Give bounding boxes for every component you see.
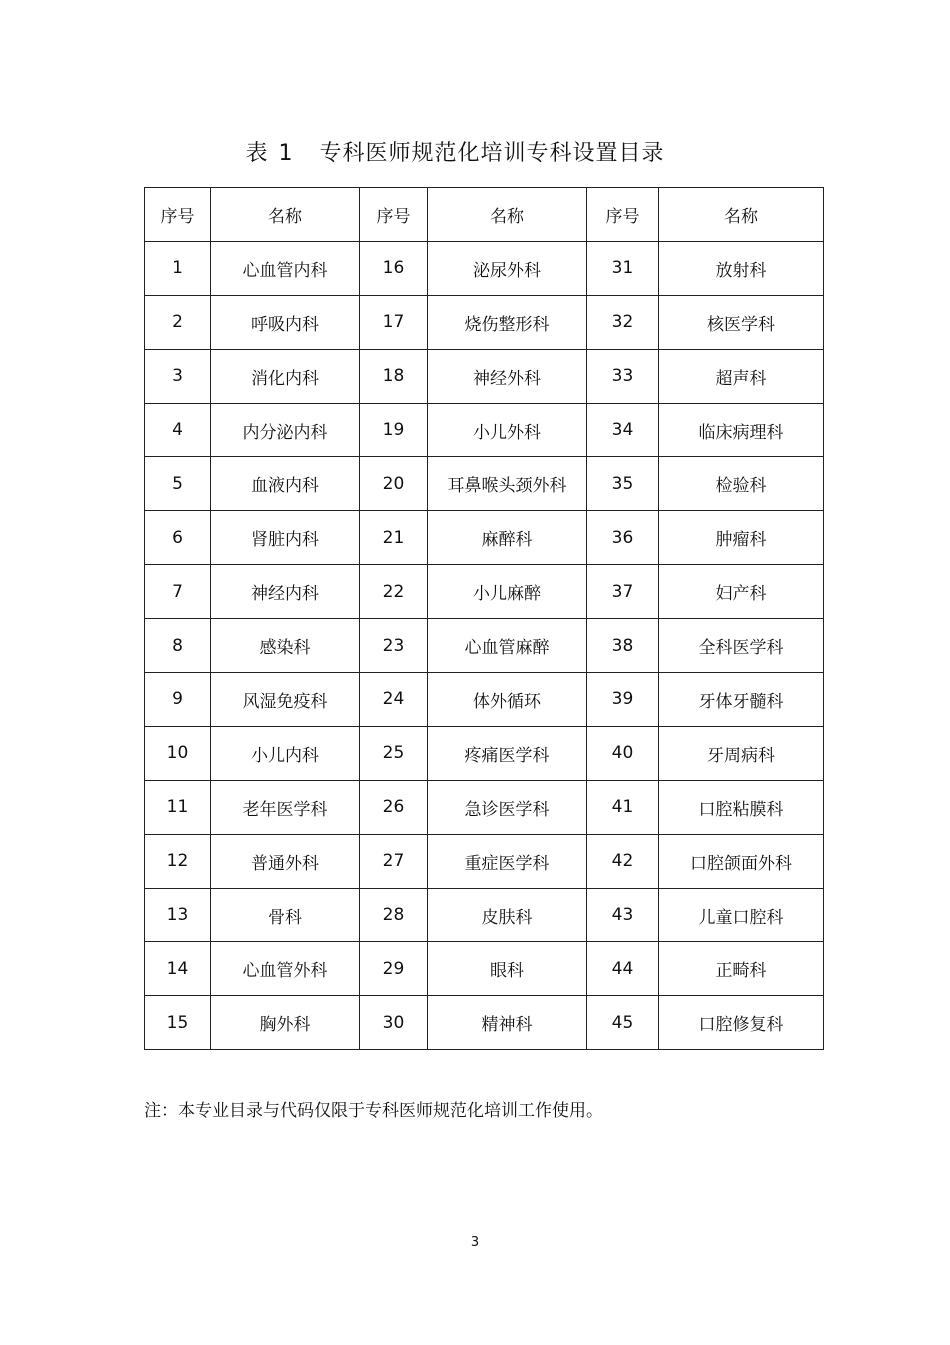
serial-number-cell: 29 xyxy=(360,942,428,996)
specialty-name-cell: 泌尿外科 xyxy=(428,241,587,295)
serial-number-cell: 39 xyxy=(587,673,659,727)
header-cell: 序号 xyxy=(587,188,659,242)
specialty-name-cell: 体外循环 xyxy=(428,673,587,727)
serial-number-cell: 3 xyxy=(145,349,211,403)
serial-number-cell: 45 xyxy=(587,996,659,1050)
specialty-name-cell: 核医学科 xyxy=(659,295,824,349)
specialty-name-cell: 普通外科 xyxy=(211,834,360,888)
serial-number-cell: 14 xyxy=(145,942,211,996)
serial-number-cell: 8 xyxy=(145,619,211,673)
footnote: 注：本专业目录与代码仅限于专科医师规范化培训工作使用。 xyxy=(144,1101,603,1121)
table-row xyxy=(145,996,824,1050)
serial-number-cell: 31 xyxy=(587,241,659,295)
serial-number-cell: 33 xyxy=(587,349,659,403)
specialty-name-cell: 疼痛医学科 xyxy=(428,726,587,780)
specialty-name-cell: 精神科 xyxy=(428,996,587,1050)
specialty-name-cell: 急诊医学科 xyxy=(428,780,587,834)
serial-number-cell: 42 xyxy=(587,834,659,888)
title-number: 1 xyxy=(278,141,294,166)
specialty-name-cell: 重症医学科 xyxy=(428,834,587,888)
table-row xyxy=(145,511,824,565)
specialty-name-cell: 检验科 xyxy=(659,457,824,511)
specialty-name-cell: 消化内科 xyxy=(211,349,360,403)
serial-number-cell: 24 xyxy=(360,673,428,727)
serial-number-cell: 32 xyxy=(587,295,659,349)
table-row xyxy=(145,834,824,888)
serial-number-cell: 38 xyxy=(587,619,659,673)
specialty-name-cell: 儿童口腔科 xyxy=(659,888,824,942)
specialty-name-cell: 超声科 xyxy=(659,349,824,403)
serial-number-cell: 2 xyxy=(145,295,211,349)
serial-number-cell: 40 xyxy=(587,726,659,780)
specialty-name-cell: 小儿麻醉 xyxy=(428,565,587,619)
serial-number-cell: 37 xyxy=(587,565,659,619)
specialty-name-cell: 耳鼻喉头颈外科 xyxy=(428,457,587,511)
serial-number-cell: 9 xyxy=(145,673,211,727)
title-text: 专科医师规范化培训专科设置目录 xyxy=(319,141,665,166)
serial-number-cell: 23 xyxy=(360,619,428,673)
specialty-name-cell: 妇产科 xyxy=(659,565,824,619)
serial-number-cell: 30 xyxy=(360,996,428,1050)
serial-number-cell: 16 xyxy=(360,241,428,295)
specialty-name-cell: 正畸科 xyxy=(659,942,824,996)
specialty-name-cell: 小儿外科 xyxy=(428,403,587,457)
specialty-name-cell: 神经内科 xyxy=(211,565,360,619)
specialty-name-cell: 牙周病科 xyxy=(659,726,824,780)
specialty-name-cell: 胸外科 xyxy=(211,996,360,1050)
serial-number-cell: 28 xyxy=(360,888,428,942)
page-number: 3 xyxy=(470,1235,480,1250)
specialty-name-cell: 口腔颌面外科 xyxy=(659,834,824,888)
specialty-name-cell: 风湿免疫科 xyxy=(211,673,360,727)
specialty-name-cell: 神经外科 xyxy=(428,349,587,403)
serial-number-cell: 21 xyxy=(360,511,428,565)
header-cell: 名称 xyxy=(659,188,824,242)
specialty-table xyxy=(144,187,824,1050)
table-row xyxy=(145,726,824,780)
serial-number-cell: 10 xyxy=(145,726,211,780)
serial-number-cell: 6 xyxy=(145,511,211,565)
page-title xyxy=(0,136,910,167)
header-cell: 序号 xyxy=(145,188,211,242)
table-row xyxy=(145,565,824,619)
title-prefix: 表 xyxy=(245,141,269,166)
specialty-name-cell: 呼吸内科 xyxy=(211,295,360,349)
header-cell: 名称 xyxy=(211,188,360,242)
table-body xyxy=(145,188,824,1050)
specialty-name-cell: 麻醉科 xyxy=(428,511,587,565)
specialty-name-cell: 临床病理科 xyxy=(659,403,824,457)
specialty-name-cell: 老年医学科 xyxy=(211,780,360,834)
serial-number-cell: 4 xyxy=(145,403,211,457)
serial-number-cell: 34 xyxy=(587,403,659,457)
specialty-name-cell: 血液内科 xyxy=(211,457,360,511)
table-header-row xyxy=(145,188,824,242)
table-row xyxy=(145,457,824,511)
serial-number-cell: 12 xyxy=(145,834,211,888)
serial-number-cell: 22 xyxy=(360,565,428,619)
specialty-name-cell: 心血管麻醉 xyxy=(428,619,587,673)
specialty-name-cell: 内分泌内科 xyxy=(211,403,360,457)
specialty-name-cell: 感染科 xyxy=(211,619,360,673)
serial-number-cell: 15 xyxy=(145,996,211,1050)
serial-number-cell: 13 xyxy=(145,888,211,942)
specialty-name-cell: 心血管外科 xyxy=(211,942,360,996)
specialty-name-cell: 口腔粘膜科 xyxy=(659,780,824,834)
table-row xyxy=(145,942,824,996)
table-row xyxy=(145,295,824,349)
specialty-name-cell: 放射科 xyxy=(659,241,824,295)
specialty-name-cell: 烧伤整形科 xyxy=(428,295,587,349)
table-row xyxy=(145,780,824,834)
specialty-name-cell: 眼科 xyxy=(428,942,587,996)
serial-number-cell: 36 xyxy=(587,511,659,565)
serial-number-cell: 44 xyxy=(587,942,659,996)
specialty-name-cell: 心血管内科 xyxy=(211,241,360,295)
serial-number-cell: 17 xyxy=(360,295,428,349)
specialty-name-cell: 肾脏内科 xyxy=(211,511,360,565)
table-row xyxy=(145,673,824,727)
specialty-name-cell: 骨科 xyxy=(211,888,360,942)
serial-number-cell: 25 xyxy=(360,726,428,780)
specialty-name-cell: 牙体牙髓科 xyxy=(659,673,824,727)
serial-number-cell: 26 xyxy=(360,780,428,834)
serial-number-cell: 20 xyxy=(360,457,428,511)
table-row xyxy=(145,349,824,403)
specialty-name-cell: 肿瘤科 xyxy=(659,511,824,565)
serial-number-cell: 7 xyxy=(145,565,211,619)
serial-number-cell: 43 xyxy=(587,888,659,942)
serial-number-cell: 35 xyxy=(587,457,659,511)
serial-number-cell: 1 xyxy=(145,241,211,295)
serial-number-cell: 19 xyxy=(360,403,428,457)
table-row xyxy=(145,241,824,295)
header-cell: 序号 xyxy=(360,188,428,242)
specialty-name-cell: 皮肤科 xyxy=(428,888,587,942)
specialty-name-cell: 口腔修复科 xyxy=(659,996,824,1050)
table-row xyxy=(145,888,824,942)
specialty-name-cell: 小儿内科 xyxy=(211,726,360,780)
serial-number-cell: 27 xyxy=(360,834,428,888)
table-row xyxy=(145,619,824,673)
serial-number-cell: 41 xyxy=(587,780,659,834)
serial-number-cell: 18 xyxy=(360,349,428,403)
serial-number-cell: 11 xyxy=(145,780,211,834)
table-row xyxy=(145,403,824,457)
specialty-name-cell: 全科医学科 xyxy=(659,619,824,673)
serial-number-cell: 5 xyxy=(145,457,211,511)
header-cell: 名称 xyxy=(428,188,587,242)
